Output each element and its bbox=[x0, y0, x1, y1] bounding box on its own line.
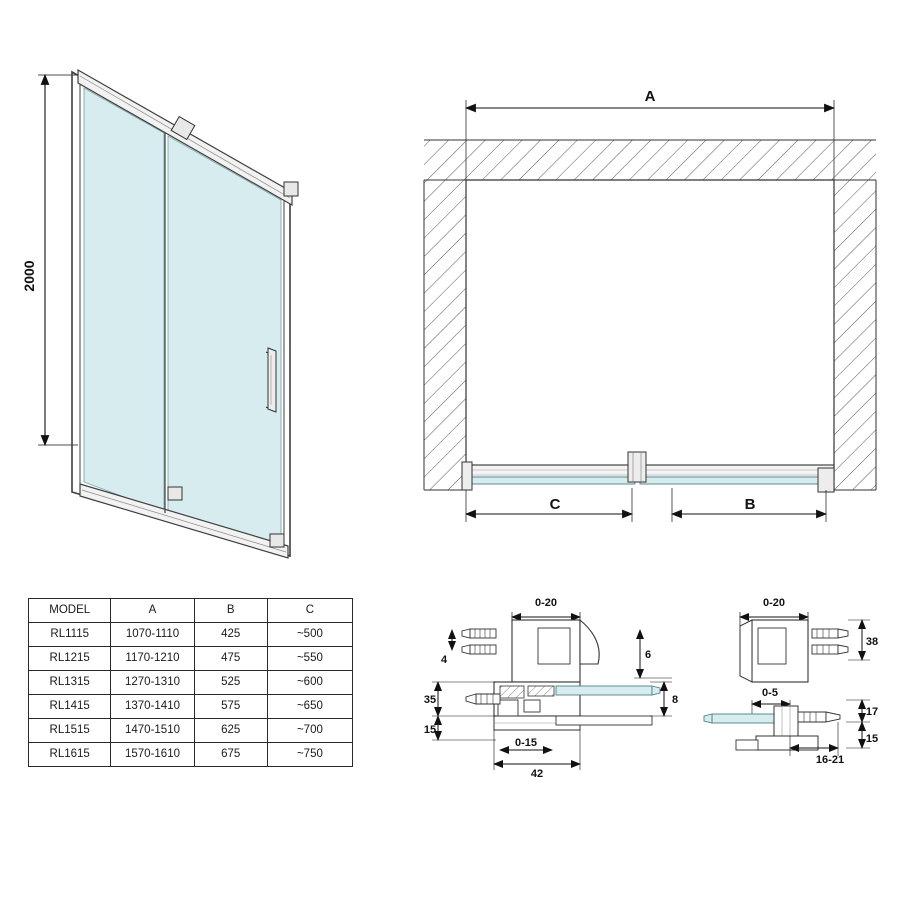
cell-c: ~600 bbox=[267, 671, 352, 695]
table-header-row bbox=[29, 599, 353, 623]
cell-a: 1070-1110 bbox=[111, 623, 194, 647]
model-specification-table bbox=[28, 598, 353, 767]
column-header-a: A bbox=[111, 599, 194, 623]
cell-b: 475 bbox=[194, 647, 267, 671]
cell-b: 525 bbox=[194, 671, 267, 695]
front-elevation-view bbox=[38, 70, 298, 558]
label-left-35: 35 bbox=[423, 694, 437, 706]
label-left-6: 6 bbox=[644, 649, 652, 661]
column-header-c: C bbox=[267, 599, 352, 623]
table-row bbox=[29, 695, 353, 719]
label-right-0-5: 0-5 bbox=[762, 687, 778, 699]
label-left-15: 15 bbox=[423, 724, 437, 736]
door-handle bbox=[266, 348, 276, 412]
cell-model: RL1515 bbox=[29, 719, 111, 743]
cell-c: ~750 bbox=[267, 743, 352, 767]
label-dim-a: A bbox=[644, 88, 656, 105]
cell-b: 625 bbox=[194, 719, 267, 743]
cell-c: ~650 bbox=[267, 695, 352, 719]
table-row bbox=[29, 719, 353, 743]
detail-left-view bbox=[432, 612, 672, 770]
label-right-17: 17 bbox=[865, 706, 879, 718]
screw-upper-right bbox=[812, 629, 848, 638]
cell-model: RL1315 bbox=[29, 671, 111, 695]
cell-model: RL1215 bbox=[29, 647, 111, 671]
cell-model: RL1115 bbox=[29, 623, 111, 647]
label-left-0-15: 0-15 bbox=[514, 737, 538, 749]
cell-c: ~700 bbox=[267, 719, 352, 743]
table-row bbox=[29, 743, 353, 767]
screw-lower bbox=[462, 645, 496, 654]
cell-b: 675 bbox=[194, 743, 267, 767]
plan-view bbox=[424, 100, 876, 522]
cell-b: 575 bbox=[194, 695, 267, 719]
label-left-top-0-20: 0-20 bbox=[534, 597, 558, 609]
column-header-model: MODEL bbox=[29, 599, 111, 623]
cell-b: 425 bbox=[194, 623, 267, 647]
label-dim-b: B bbox=[744, 496, 756, 513]
screw-upper bbox=[462, 629, 496, 638]
label-dim-c: C bbox=[549, 496, 561, 513]
cell-a: 1170-1210 bbox=[111, 647, 194, 671]
screw-lower-right bbox=[812, 645, 848, 654]
detail-right-view bbox=[704, 612, 870, 756]
label-right-38: 38 bbox=[865, 636, 879, 648]
label-left-8: 8 bbox=[671, 694, 679, 706]
label-height-2000: 2000 bbox=[21, 260, 37, 292]
cell-c: ~550 bbox=[267, 647, 352, 671]
label-right-top-0-20: 0-20 bbox=[762, 597, 786, 609]
cell-c: ~500 bbox=[267, 623, 352, 647]
cell-model: RL1415 bbox=[29, 695, 111, 719]
cell-a: 1270-1310 bbox=[111, 671, 194, 695]
column-header-b: B bbox=[194, 599, 267, 623]
cell-a: 1470-1510 bbox=[111, 719, 194, 743]
table-row bbox=[29, 623, 353, 647]
label-right-15: 15 bbox=[865, 733, 879, 745]
label-right-16-21: 16-21 bbox=[815, 754, 845, 766]
cell-a: 1570-1610 bbox=[111, 743, 194, 767]
label-left-4: 4 bbox=[440, 654, 448, 666]
cell-a: 1370-1410 bbox=[111, 695, 194, 719]
cell-model: RL1615 bbox=[29, 743, 111, 767]
table-row bbox=[29, 671, 353, 695]
table-row bbox=[29, 647, 353, 671]
label-left-42: 42 bbox=[530, 768, 544, 780]
